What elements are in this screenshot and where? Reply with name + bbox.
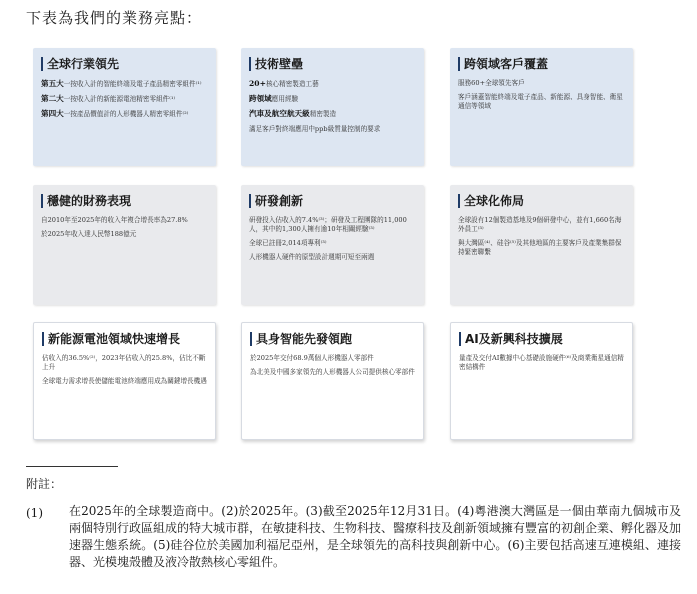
card-line: 量產及交付AI數據中心基礎設施硬件⁽⁶⁾及商業衛星通信精密結構件 [459,354,624,371]
card-tech-barrier [241,48,424,166]
card-title: 具身智能先發領跑 [250,332,415,346]
card-title: 技術壁壘 [249,57,416,71]
card-line: 於2025年交付68.9萬個人形機器人零部件 [250,354,374,362]
card-global-leader [33,48,216,166]
card-line: 自2010年至2025年的收入年複合增長率為27.8% [41,216,188,224]
card-line: 於2025年收入達人民幣188億元 [41,230,137,238]
card-line: 汽車及航空航天級精密製造 [249,109,337,118]
card-title: 全球行業領先 [41,57,208,71]
card-line: 與大灣區⁽⁴⁾、硅谷⁽⁵⁾及其他地區的主要客戶及產業集群保持緊密聯繫 [458,239,622,256]
card-line: 客戶涵蓋智能終端及電子產品、新能源、具身智能、衛星通信等領域 [458,93,623,110]
card-customer-coverage [450,48,633,166]
card-line: 第四大一按產品價值計的人形機器人精密零組件⁽²⁾ [41,109,189,118]
card-line: 跨領域應用經驗 [249,94,299,103]
card-title: 研發創新 [249,194,416,208]
notes-divider [26,466,118,467]
card-line: 滿足客戶對終端應用中ppb級質量控制的要求 [249,125,381,133]
card-line: 全球電力需求增長使儲能電池終端應用成為關鍵增長機遇 [42,377,207,385]
card-ai-tech [450,322,633,440]
card-line: 人形機器人硬件的原型設計週期可短至兩週 [249,253,375,261]
card-line: 服務60+全球領先客戶 [458,79,525,87]
card-line: 研發投入佔收入的7.4%⁽³⁾；研發及工程團隊的11,000人，其中的1,300人擁有逾10年相關經驗⁽³⁾ [249,216,407,233]
card-embodied-ai [241,322,424,440]
card-line: 為北美及中國多家領先的人形機器人公司提供核心零部件 [250,368,415,376]
card-rnd [241,185,424,305]
card-line: 全球設有12個製造基地及9個研發中心，並有1,660名海外員工⁽³⁾ [458,216,622,233]
card-line: 全球已註冊2,014項專利⁽³⁾ [249,239,327,247]
footnote-text: 在2025年的全球製造商中。(2)於2025年。(3)截至2025年12月31日。(4)粵港澳大灣區是一個由華南九個城市及兩個特別行政區組成的特大城市群，在敏捷科技、生物科技、醫療科技及創新領域擁有豐富的初創企業、孵化器及加速器生態系統。(5)硅谷位於美國加利福尼亞州，是全球領先的高科技與創新中心。(6)主要包括高速互連模組、連接器、光模塊殼體及液冷散熱核心零組件。 [69,504,682,569]
section-heading: 下表為我們的業務亮點： [26,9,203,27]
notes-label: 附註： [26,477,63,491]
card-new-energy [33,322,216,440]
card-line: 佔收入的36.5%⁽²⁾，2023年佔收入的25.8%，佔比不斷上升 [42,354,206,371]
card-line: 第二大一按收入計的新能源電池精密零組件⁽¹⁾ [41,94,176,103]
card-line: 第五大一按收入計的智能終端及電子產品精密零組件⁽¹⁾ [41,79,202,88]
card-title: AI及新興科技擴展 [459,332,624,346]
card-financial [33,185,216,305]
card-line: 20+核心精密製造工藝 [249,79,319,88]
card-title: 跨領域客戶覆蓋 [458,57,625,71]
card-global-layout [450,185,633,305]
footnote-number: (1) [26,506,43,520]
card-title: 全球化佈局 [458,194,625,208]
card-title: 穩健的財務表現 [41,194,208,208]
card-title: 新能源電池領域快速增長 [42,332,207,346]
